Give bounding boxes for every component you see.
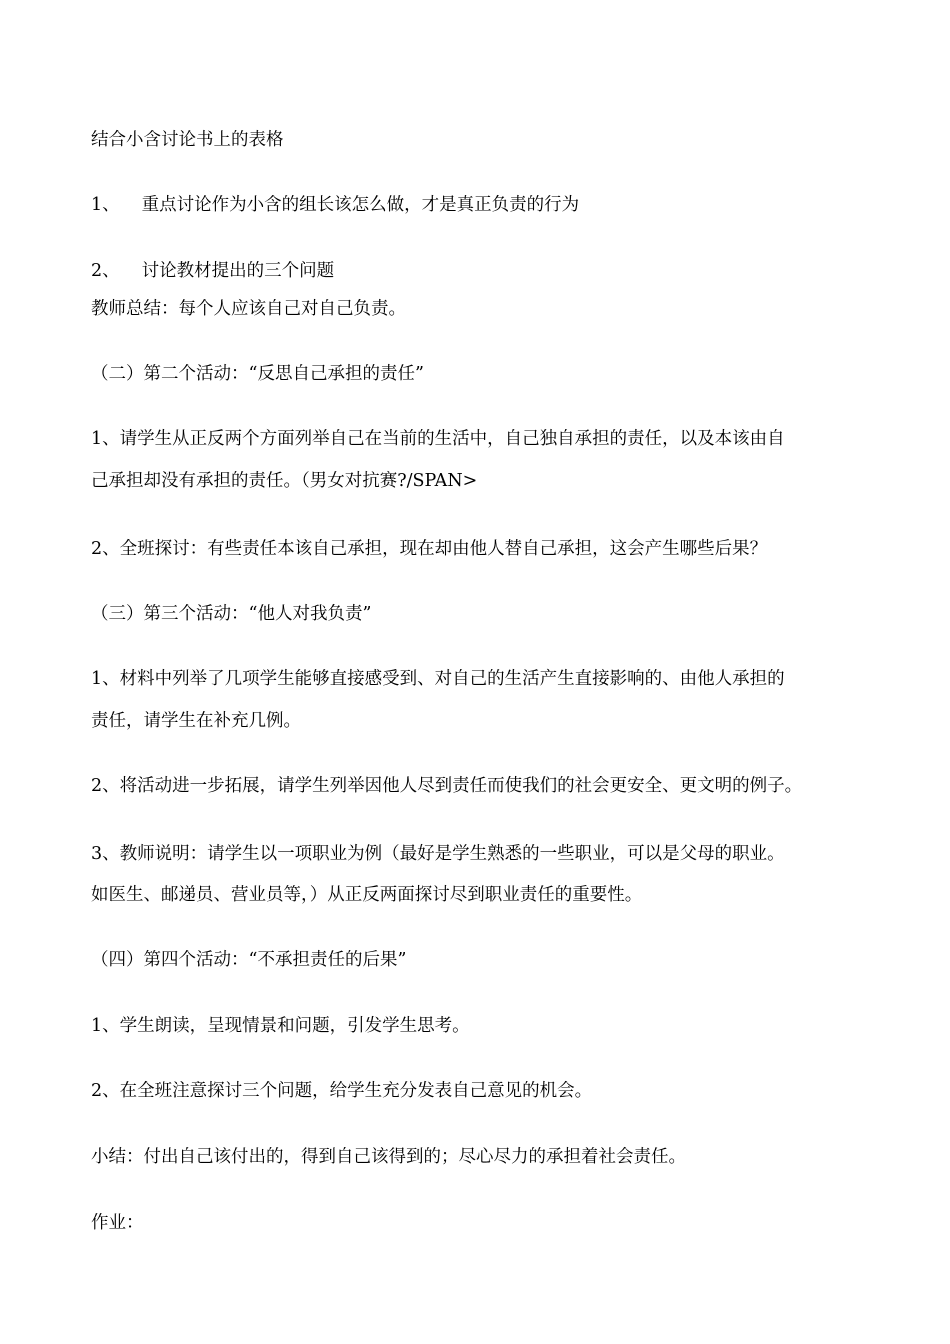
paragraph-line: 2、将活动进一步拓展，请学生列举因他人尽到责任而使我们的社会更安全、更文明的例子。 xyxy=(91,776,803,796)
list-number: 2、 xyxy=(91,261,120,281)
paragraph-line: 1、材料中列举了几项学生能够直接感受到、对自己的生活产生直接影响的、由他人承担的 xyxy=(91,669,785,689)
section-heading-3: （三）第三个活动：“他人对我负责” xyxy=(91,604,372,624)
section-heading-4: （四）第四个活动：“不承担责任的后果” xyxy=(91,950,407,970)
numbered-item-1 xyxy=(91,193,579,217)
summary-line: 小结：付出自己该付出的，得到自己该得到的；尽心尽力的承担着社会责任。 xyxy=(91,1147,686,1167)
intro-line: 结合小含讨论书上的表格 xyxy=(91,130,284,150)
list-number: 1、 xyxy=(91,195,120,215)
homework-label: 作业： xyxy=(91,1213,144,1233)
list-text: 讨论教材提出的三个问题 xyxy=(141,261,335,281)
section-heading-2: （二）第二个活动：“反思自己承担的责任” xyxy=(91,364,424,384)
paragraph-line: 1、学生朗读，呈现情景和问题，引发学生思考。 xyxy=(91,1016,470,1036)
paragraph-line: 2、全班探讨：有些责任本该自己承担，现在却由他人替自己承担，这会产生哪些后果？ xyxy=(91,539,768,559)
paragraph-line: 1、请学生从正反两个方面列举自己在当前的生活中，自己独自承担的责任，以及本该由自 xyxy=(91,429,785,449)
paragraph-line: 2、在全班注意探讨三个问题，给学生充分发表自己意见的机会。 xyxy=(91,1081,593,1101)
paragraph-line: 责任，请学生在补充几例。 xyxy=(91,711,301,731)
list-text: 重点讨论作为小含的组长该怎么做，才是真正负责的行为 xyxy=(141,195,580,215)
teacher-summary: 教师总结：每个人应该自己对自己负责。 xyxy=(91,299,406,319)
paragraph-line: 己承担却没有承担的责任。（男女对抗赛?/SPAN> xyxy=(91,471,478,491)
paragraph-line: 3、教师说明：请学生以一项职业为例（最好是学生熟悉的一些职业，可以是父母的职业。 xyxy=(91,844,785,864)
paragraph-line: 如医生、邮递员、营业员等，）从正反两面探讨尽到职业责任的重要性。 xyxy=(91,885,643,905)
numbered-item-2 xyxy=(91,259,334,283)
